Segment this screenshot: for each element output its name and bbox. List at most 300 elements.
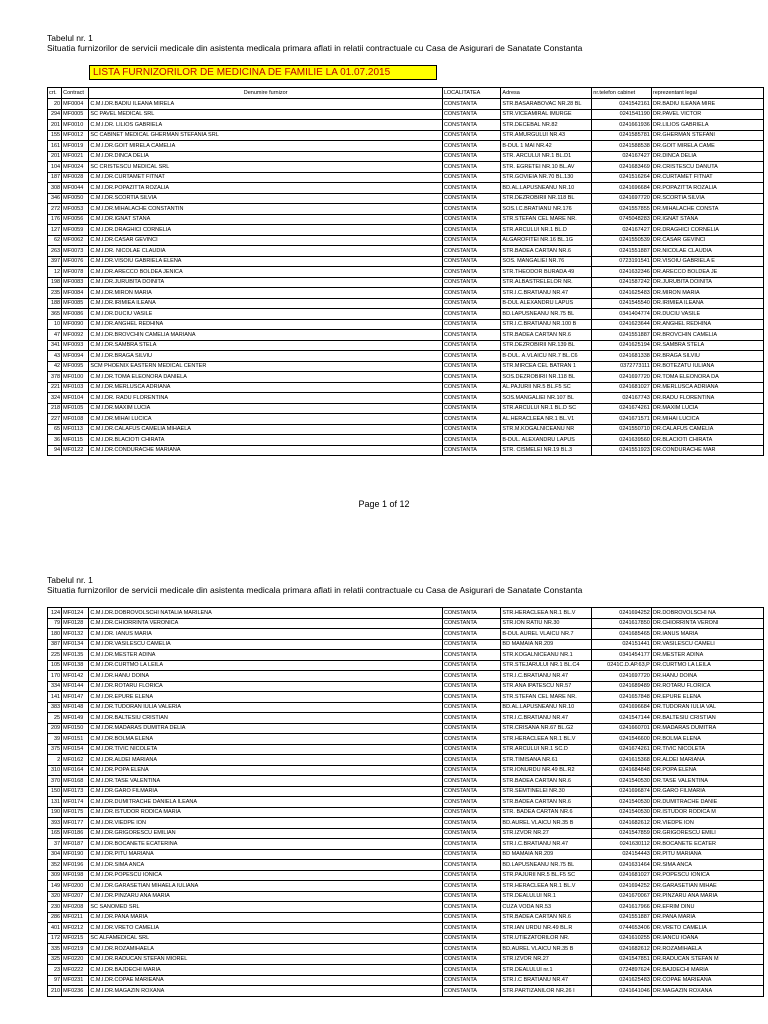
table-row	[48, 351, 764, 362]
row-provider-name: C.M.I.DR.IRIMIEA ILEANA	[89, 298, 442, 309]
list-banner: LISTA FURNIZORILOR DE MEDICINA DE FAMILIE LA 01.07.2015	[89, 65, 437, 80]
table-row	[48, 340, 764, 351]
row-contract: MF0108	[62, 414, 89, 425]
row-crt: 39	[48, 734, 62, 745]
row-contract: MF0215	[62, 933, 89, 944]
row-legal-rep: DR.MIRON MARIA	[651, 288, 763, 299]
row-contract: MF0103	[62, 382, 89, 393]
table-row	[48, 975, 764, 986]
row-phone: 024167743	[592, 393, 652, 404]
row-crt: 124	[48, 608, 62, 619]
table-row	[48, 807, 764, 818]
row-contract: MF0162	[62, 755, 89, 766]
row-provider-name: C.M.I.DR.TUDORAN IULIA VALERIA	[89, 702, 442, 713]
header-locality: LOCALITATEA	[442, 88, 501, 99]
row-provider-name: C.M.I.DR.BADIU ILEANA MIRELA	[89, 99, 442, 110]
row-locality: CONSTANTA	[442, 902, 501, 913]
row-address: B-DUL 1 MAI NR.42	[501, 141, 592, 152]
row-locality: CONSTANTA	[442, 414, 501, 425]
row-locality: CONSTANTA	[442, 954, 501, 965]
row-locality: CONSTANTA	[442, 309, 501, 320]
row-provider-name: SC ALFAMEDICAL SRL	[89, 933, 442, 944]
row-provider-name: C.M.I.DR.MIRON MARIA	[89, 288, 442, 299]
row-crt: 25	[48, 713, 62, 724]
row-address: STR.IONURDU NR.49 BL.R2	[501, 765, 592, 776]
table-row	[48, 288, 764, 299]
row-provider-name: C.M.I.DR.GARASETIAN MIHAELA IULIANA	[89, 881, 442, 892]
row-phone: 0241625483	[592, 288, 652, 299]
row-crt: 62	[48, 235, 62, 246]
row-locality: CONSTANTA	[442, 986, 501, 997]
row-contract: MF0115	[62, 435, 89, 446]
row-contract: MF0211	[62, 912, 89, 923]
row-phone: 0241681338	[592, 351, 652, 362]
providers-table	[47, 87, 764, 456]
row-address: AL.HERACLEEA NR.1 BL.V1	[501, 414, 592, 425]
table-row	[48, 204, 764, 215]
header-legal-rep: reprezentant legal	[651, 88, 763, 99]
row-phone: 0241585781	[592, 130, 652, 141]
row-contract: MF0059	[62, 225, 89, 236]
row-provider-name: C.M.I.DR.BLACIOTI CHIRATA	[89, 435, 442, 446]
row-crt: 286	[48, 912, 62, 923]
row-contract: MF0100	[62, 372, 89, 383]
row-legal-rep: DR.PITU MARIANA	[651, 849, 763, 860]
row-contract: MF0062	[62, 235, 89, 246]
row-address: BD.AUREL VLAICU NR.35 B	[501, 818, 592, 829]
row-address: STR.HERACLEEA NR.1 BL.V	[501, 881, 592, 892]
row-legal-rep: DR.BOTEZATU IULIANA	[651, 361, 763, 372]
row-legal-rep: DR.DINCA DELIA	[651, 151, 763, 162]
row-crt: 23	[48, 965, 62, 976]
row-crt: 334	[48, 681, 62, 692]
row-phone: 0241541190	[592, 109, 652, 120]
table-row	[48, 235, 764, 246]
row-legal-rep: DR.COPAE MARIEANA	[651, 975, 763, 986]
row-provider-name: C.M.I.DR.MESTER ADINA	[89, 650, 442, 661]
row-address: STR.SEMTINELEI NR.30	[501, 786, 592, 797]
row-address: STR.BADEA CARTAN NR.6	[501, 797, 592, 808]
row-provider-name: C.M.I.DR.GOIT MIRELA CAMELIA	[89, 141, 442, 152]
row-legal-rep: DR.MIHAI LUCICA	[651, 414, 763, 425]
row-locality: CONSTANTA	[442, 639, 501, 650]
row-phone: 0745048283	[592, 214, 652, 225]
row-provider-name: C.M.I.DR.DUMITRACHE DANIELA ILEANA	[89, 797, 442, 808]
row-contract: MF0200	[62, 881, 89, 892]
table-row	[48, 755, 764, 766]
row-provider-name: C.M.I.DR.CURTAMET FITNAT	[89, 172, 442, 183]
row-contract: MF0113	[62, 424, 89, 435]
row-provider-name: C.M.I.DR.POPESCU IONICA	[89, 870, 442, 881]
row-legal-rep: DR.GARO FILMARIA	[651, 786, 763, 797]
row-phone: 0341404774	[592, 309, 652, 320]
row-legal-rep: DR.TUDORAN IULIA VAL	[651, 702, 763, 713]
row-legal-rep: DR.SIMA ANCA	[651, 860, 763, 871]
row-provider-name: C.M.I.DR.PINZARU ANA MARIA	[89, 891, 442, 902]
row-phone: 0241551923	[592, 445, 652, 456]
row-phone: 0241671571	[592, 414, 652, 425]
row-phone: 0241682612	[592, 818, 652, 829]
row-address: STR.AMURGULUI NR.43	[501, 130, 592, 141]
row-contract: MF0078	[62, 267, 89, 278]
table-row	[48, 298, 764, 309]
row-locality: CONSTANTA	[442, 340, 501, 351]
row-address: STR.DEZROBIRII NR.139 BL	[501, 340, 592, 351]
row-legal-rep: DR.GARASETIAN MIHAE	[651, 881, 763, 892]
row-legal-rep: DR.TIVIC NICOLETA	[651, 744, 763, 755]
table-row	[48, 944, 764, 955]
row-provider-name: C.M.I.DR.RADUCAN STEFAN MIOREL	[89, 954, 442, 965]
row-crt: 225	[48, 650, 62, 661]
table-row	[48, 277, 764, 288]
row-crt: 188	[48, 298, 62, 309]
row-legal-rep: DR.BOLMA ELENA	[651, 734, 763, 745]
row-address: STR.DEALULUI nr.1	[501, 965, 592, 976]
row-address: STR.PARTIZANILOR NR.26 I	[501, 986, 592, 997]
row-locality: CONSTANTA	[442, 330, 501, 341]
row-provider-name: C.M.I.DR.DINCA DELIA	[89, 151, 442, 162]
table-row	[48, 256, 764, 267]
row-locality: CONSTANTA	[442, 382, 501, 393]
row-legal-rep: DR.MIHALACHE CONSTA	[651, 204, 763, 215]
row-crt: 149	[48, 881, 62, 892]
row-legal-rep: DR.NICOLAE CLAUDIA	[651, 246, 763, 257]
row-locality: CONSTANTA	[442, 424, 501, 435]
row-contract: MF0187	[62, 839, 89, 850]
row-legal-rep: DR.DUCIU VASILE	[651, 309, 763, 320]
row-crt: 201	[48, 151, 62, 162]
row-legal-rep: DR.EFRIM DINU	[651, 902, 763, 913]
row-provider-name: C.M.I.DR.CHIORRINTA VERONICA	[89, 618, 442, 629]
row-crt: 370	[48, 776, 62, 787]
row-phone: 0241540530	[592, 807, 652, 818]
table-row	[48, 870, 764, 881]
row-crt: 198	[48, 277, 62, 288]
row-contract: MF0044	[62, 183, 89, 194]
row-legal-rep: DR.CASAR GEVINCI	[651, 235, 763, 246]
row-phone: 0241617966	[592, 902, 652, 913]
row-address: STR.I.C.BRATIANU NR.100 B	[501, 319, 592, 330]
row-legal-rep: DR.RADU FLORENTINA	[651, 393, 763, 404]
row-locality: CONSTANTA	[442, 372, 501, 383]
row-locality: CONSTANTA	[442, 204, 501, 215]
row-legal-rep: DR.ARECCO BOLDEA JE	[651, 267, 763, 278]
row-address: STR.IZVOR NR.27	[501, 954, 592, 965]
row-phone: 0241625483	[592, 975, 652, 986]
row-contract: MF0085	[62, 298, 89, 309]
row-phone: 0241610255	[592, 933, 652, 944]
row-provider-name: C.M.I.DR. LILIOS GABRIELA	[89, 120, 442, 131]
row-contract: MF0012	[62, 130, 89, 141]
table-row	[48, 954, 764, 965]
row-address: STR.M.KOGALNICEANU NR	[501, 424, 592, 435]
row-provider-name: C.M.I.DR. IANUS MARIA	[89, 629, 442, 640]
row-provider-name: C.M.I.DR.HANU DOINA	[89, 671, 442, 682]
row-locality: CONSTANTA	[442, 881, 501, 892]
row-provider-name: C.M.I.DR.ROTARU FLORICA	[89, 681, 442, 692]
row-contract: MF0207	[62, 891, 89, 902]
row-address: STR.BADEA CARTAN NR.6	[501, 912, 592, 923]
row-phone: 0241C.D.AP.63,P	[592, 660, 652, 671]
table-row	[48, 797, 764, 808]
row-legal-rep: DR.BLACIOTI CHIRATA	[651, 435, 763, 446]
row-locality: CONSTANTA	[442, 151, 501, 162]
row-provider-name: C.M.I.DR.DUCIU VASILE	[89, 309, 442, 320]
row-provider-name: C.M.I.DR.GRIGORESCU EMILIAN	[89, 828, 442, 839]
table-row	[48, 650, 764, 661]
row-phone: 0241623644	[592, 319, 652, 330]
row-locality: CONSTANTA	[442, 744, 501, 755]
row-address: AL.PAJURII NR.5 BL.F5 SC	[501, 382, 592, 393]
row-phone: 0241694252	[592, 881, 652, 892]
row-provider-name: C.M.I.DR.ROZAMIHAELA	[89, 944, 442, 955]
table-row	[48, 435, 764, 446]
row-phone: 0241639560	[592, 435, 652, 446]
row-legal-rep: DR.PAVEL VICTOR	[651, 109, 763, 120]
row-locality: CONSTANTA	[442, 923, 501, 934]
row-locality: CONSTANTA	[442, 786, 501, 797]
row-locality: CONSTANTA	[442, 870, 501, 881]
row-provider-name: C.M.I.DR.MERLUSCA ADRIANA	[89, 382, 442, 393]
row-contract: MF0073	[62, 246, 89, 257]
row-phone: 0241641046	[592, 986, 652, 997]
row-phone: 0241550539	[592, 235, 652, 246]
table-row	[48, 99, 764, 110]
row-address: STR.ARCULUI NR.1 BL.D	[501, 225, 592, 236]
table-row	[48, 692, 764, 703]
row-address: STR.UTIEZATORILOR NR.	[501, 933, 592, 944]
row-locality: CONSTANTA	[442, 235, 501, 246]
row-crt: 165	[48, 828, 62, 839]
header-phone: nr.telefon cabinet	[592, 88, 652, 99]
row-contract: MF0208	[62, 902, 89, 913]
row-provider-name: C.M.I.DR.BROVCHIN CAMELIA MARIANA	[89, 330, 442, 341]
row-locality: CONSTANTA	[442, 277, 501, 288]
row-phone: 0241674261	[592, 744, 652, 755]
row-legal-rep: DR.VISOIU GABRIELA E	[651, 256, 763, 267]
table-row	[48, 193, 764, 204]
row-provider-name: SC PAVEL MEDICAL SRL	[89, 109, 442, 120]
row-crt: 210	[48, 986, 62, 997]
row-contract: MF0083	[62, 277, 89, 288]
row-address: STR. CISMELEI NR.19 BL.3	[501, 445, 592, 456]
row-contract: MF0147	[62, 692, 89, 703]
row-legal-rep: DR.SCORTIA SILVIA	[651, 193, 763, 204]
row-crt: 235	[48, 288, 62, 299]
table-row	[48, 424, 764, 435]
row-contract: MF0177	[62, 818, 89, 829]
row-crt: 37	[48, 839, 62, 850]
table-row	[48, 608, 764, 619]
row-contract: MF0151	[62, 734, 89, 745]
page-number: Page 1 of 12	[358, 499, 410, 509]
row-legal-rep: DR.BALTESIU CRISTIAN	[651, 713, 763, 724]
row-contract: MF0149	[62, 713, 89, 724]
row-phone: 0241660701	[592, 723, 652, 734]
row-crt: 401	[48, 923, 62, 934]
row-contract: MF0132	[62, 629, 89, 640]
row-legal-rep: DR.BRAGA SILVIU	[651, 351, 763, 362]
row-contract: MF0021	[62, 151, 89, 162]
row-crt: 172	[48, 933, 62, 944]
row-contract: MF0164	[62, 765, 89, 776]
table-row	[48, 786, 764, 797]
row-phone: 0241542161	[592, 99, 652, 110]
row-phone: 0241550710	[592, 424, 652, 435]
row-provider-name: C.M.I.DR.ARECCO BOLDEA JENICA	[89, 267, 442, 278]
row-contract: MF0090	[62, 319, 89, 330]
row-crt: 378	[48, 372, 62, 383]
row-crt: 387	[48, 639, 62, 650]
row-locality: CONSTANTA	[442, 965, 501, 976]
row-provider-name: C.M.I.DR.BOCANETE ECATERINA	[89, 839, 442, 850]
row-locality: CONSTANTA	[442, 681, 501, 692]
table-row	[48, 162, 764, 173]
row-legal-rep: DR.IGNAT STANA	[651, 214, 763, 225]
row-contract: MF0010	[62, 120, 89, 131]
row-provider-name: C.M.I.DR.CASAR GEVINCI	[89, 235, 442, 246]
row-legal-rep: DR.ROZAMIHAELA	[651, 944, 763, 955]
row-provider-name: C.M.I.DR.MIHAI LUCICA	[89, 414, 442, 425]
row-phone: 0744653406	[592, 923, 652, 934]
row-address: B-DUL. A.VLAICU NR.7 BL.C6	[501, 351, 592, 362]
row-address: STR.CRISANA NR.67 BL.G2	[501, 723, 592, 734]
row-address: STR.DECEBAL NR.82	[501, 120, 592, 131]
row-locality: CONSTANTA	[442, 797, 501, 808]
row-crt: 218	[48, 403, 62, 414]
table-row	[48, 361, 764, 372]
row-provider-name: C.M.I.DR.BRAGA SILVIU	[89, 351, 442, 362]
row-crt: 155	[48, 130, 62, 141]
row-locality: CONSTANTA	[442, 839, 501, 850]
row-crt: 150	[48, 786, 62, 797]
row-legal-rep: DR.CHIORRINTA VERONI	[651, 618, 763, 629]
row-crt: 308	[48, 183, 62, 194]
row-legal-rep: DR.VASILESCU CAMELI	[651, 639, 763, 650]
row-phone: 0241587242	[592, 277, 652, 288]
row-address: SOS.MANGALIEI NR.107 BL	[501, 393, 592, 404]
row-crt: 190	[48, 807, 62, 818]
row-provider-name: C.M.I.DR.POPAZITTA ROZALIA	[89, 183, 442, 194]
row-locality: CONSTANTA	[442, 172, 501, 183]
row-address: STR.MIRCEA CEL BATRAN 1	[501, 361, 592, 372]
row-contract: MF0190	[62, 849, 89, 860]
row-address: STR.IAN URDU NR.49 BL.R	[501, 923, 592, 934]
row-locality: CONSTANTA	[442, 702, 501, 713]
providers-table-2	[47, 607, 764, 997]
row-contract: MF0196	[62, 860, 89, 871]
row-legal-rep: DR.IANUS MARIA	[651, 629, 763, 640]
row-legal-rep: DR.VRETO CAMELIA	[651, 923, 763, 934]
row-legal-rep: DR.BADIU ILEANA MIRE	[651, 99, 763, 110]
row-contract: MF0219	[62, 944, 89, 955]
row-legal-rep: DR.ALDEI MARIANA	[651, 755, 763, 766]
row-address: STR.HERACLEEA NR.1 BL.V	[501, 608, 592, 619]
row-address: BD MAMAIA NR.209	[501, 639, 592, 650]
row-phone: 0241617850	[592, 618, 652, 629]
row-crt: 309	[48, 870, 62, 881]
row-crt: 42	[48, 361, 62, 372]
row-address: BD.AL.LAPUSNEANU NR.10	[501, 183, 592, 194]
row-contract: MF0236	[62, 986, 89, 997]
row-locality: CONSTANTA	[442, 193, 501, 204]
row-provider-name: C.M.I.DR.CURTMO LA LEILA	[89, 660, 442, 671]
row-legal-rep: DR.ROTARU FLORICA	[651, 681, 763, 692]
row-legal-rep: DR.BOCANETE ECATER	[651, 839, 763, 850]
row-phone: 0241682612	[592, 944, 652, 955]
table-row	[48, 933, 764, 944]
row-locality: CONSTANTA	[442, 130, 501, 141]
row-phone: 024167427	[592, 151, 652, 162]
row-provider-name: C.M.I.DR.GARO FILMARIA	[89, 786, 442, 797]
row-address: STR.ION RATIU NR.30	[501, 618, 592, 629]
row-phone: 0241697720	[592, 193, 652, 204]
row-legal-rep: DR.ANGHEL REDHINA	[651, 319, 763, 330]
row-contract: MF0005	[62, 109, 89, 120]
row-contract: MF0231	[62, 975, 89, 986]
table-row	[48, 330, 764, 341]
table-row	[48, 319, 764, 330]
row-phone: 024151441	[592, 639, 652, 650]
row-address: SOS. MANGALIEI NR.76	[501, 256, 592, 267]
row-provider-name: C.M.I.DR.POPA ELENA	[89, 765, 442, 776]
row-locality: CONSTANTA	[442, 162, 501, 173]
row-provider-name: C.M.I.DR.VRETO CAMELIA	[89, 923, 442, 934]
row-provider-name: C.M.I.DR.DOBROVOLSCHI NATALIA MARILENA	[89, 608, 442, 619]
row-address: STR.HERACLEEA NR.1 BL.V	[501, 734, 592, 745]
table-row	[48, 881, 764, 892]
row-phone: 0241551887	[592, 330, 652, 341]
row-address: STR.I.C.BRATIANU NR.47	[501, 671, 592, 682]
row-legal-rep: DR.TOMA ELEONORA DA	[651, 372, 763, 383]
row-contract: MF0220	[62, 954, 89, 965]
row-phone: 0241681027	[592, 870, 652, 881]
row-contract: MF0086	[62, 309, 89, 320]
row-address: STR.I.C BRATIANU NR.47	[501, 975, 592, 986]
row-contract: MF0104	[62, 393, 89, 404]
row-phone: 0723191541	[592, 256, 652, 267]
row-crt: 325	[48, 954, 62, 965]
row-address: STR. ARCULUI NR.1 BL.D1	[501, 151, 592, 162]
row-crt: 227	[48, 414, 62, 425]
row-phone: 0241683469	[592, 162, 652, 173]
row-phone: 0241685465	[592, 629, 652, 640]
row-locality: CONSTANTA	[442, 183, 501, 194]
row-address: STR.ANA IPATESCU NR.57	[501, 681, 592, 692]
row-address: STR.I.C.BRATIANU NR.47	[501, 839, 592, 850]
row-address: CUZA VODA NR.53	[501, 902, 592, 913]
row-phone: 0241615368	[592, 755, 652, 766]
row-locality: CONSTANTA	[442, 660, 501, 671]
row-contract: MF0093	[62, 340, 89, 351]
row-provider-name: C.M.I.DR.PITU MARIANA	[89, 849, 442, 860]
row-contract: MF0050	[62, 193, 89, 204]
table-row	[48, 986, 764, 997]
row-crt: 131	[48, 797, 62, 808]
table-row	[48, 403, 764, 414]
row-crt: 104	[48, 162, 62, 173]
row-phone: 0241631464	[592, 860, 652, 871]
row-provider-name: C.M.I.DR.TASE VALENTINA	[89, 776, 442, 787]
row-contract: MF0175	[62, 807, 89, 818]
row-phone: 0241670067	[592, 891, 652, 902]
row-provider-name: C.M.I.DR.MAXIM LUCIA	[89, 403, 442, 414]
row-crt: 346	[48, 193, 62, 204]
row-contract: MF0084	[62, 288, 89, 299]
row-contract: MF0174	[62, 797, 89, 808]
row-locality: CONSTANTA	[442, 246, 501, 257]
row-legal-rep: DR.LILIOS GABRIELA	[651, 120, 763, 131]
